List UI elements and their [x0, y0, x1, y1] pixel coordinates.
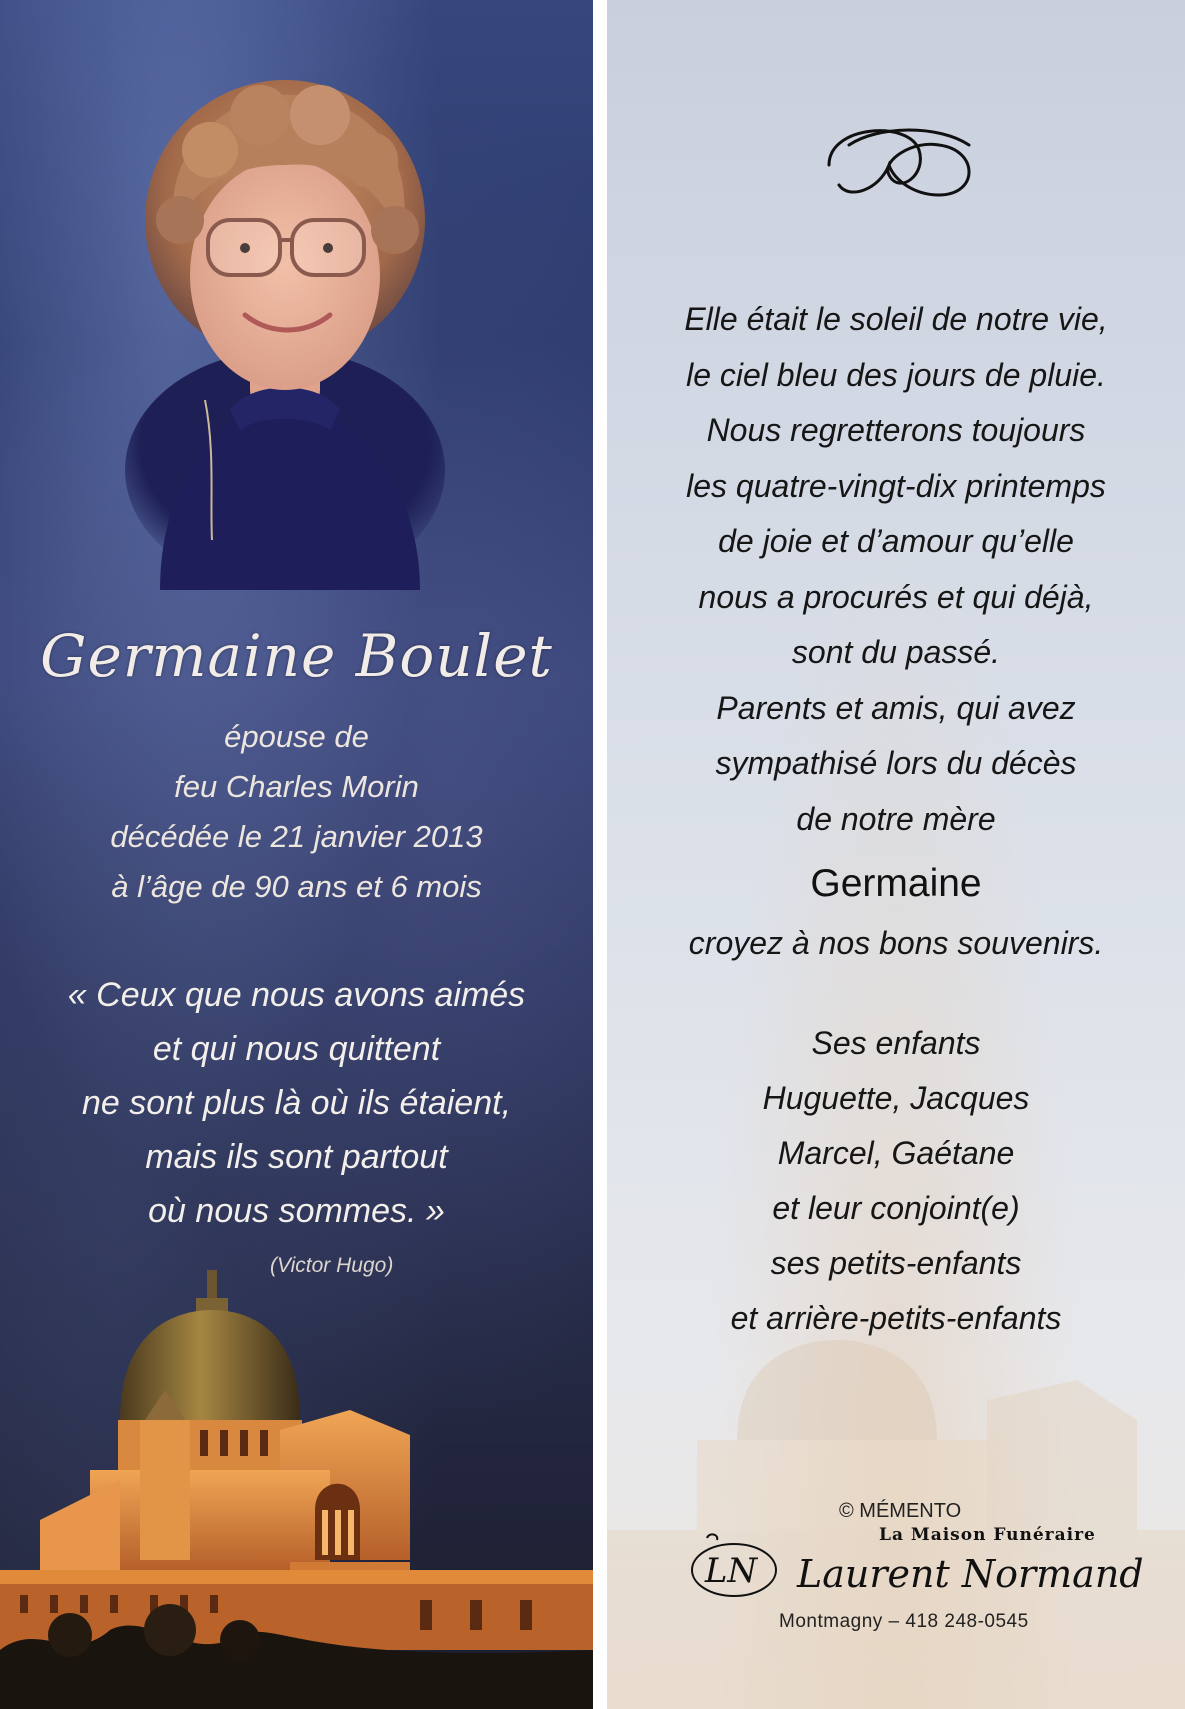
quote-line: où nous sommes. »: [148, 1192, 445, 1230]
quote-author: (Victor Hugo): [270, 1254, 394, 1277]
closing-line: croyez à nos bons souvenirs.: [688, 925, 1104, 961]
family-line: Marcel, Gaétane: [777, 1135, 1015, 1171]
family-line: ses petits-enfants: [770, 1245, 1022, 1281]
ln-monogram-logo: [679, 1532, 784, 1600]
contact-info: Montmagny – 418 248-0545: [779, 1611, 1029, 1632]
poem-line: les quatre-vingt-dix printemps: [686, 467, 1106, 504]
memorial-quote: [0, 968, 593, 1238]
poem-line: de notre mère: [796, 800, 996, 837]
family-line: et leur conjoint(e): [772, 1190, 1020, 1226]
poem-line: le ciel bleu des jours de pluie.: [686, 356, 1106, 393]
funeral-home-name: Laurent Normand: [797, 1552, 1144, 1596]
family-signature: [607, 1016, 1185, 1346]
detail-line: feu Charles Morin: [174, 769, 419, 804]
quote-line: « Ceux que nous avons aimés: [67, 976, 526, 1014]
detail-line: décédée le 21 janvier 2013: [110, 819, 483, 854]
quote-line: et qui nous quittent: [152, 1030, 441, 1068]
deceased-name: Germaine Boulet: [40, 622, 553, 690]
biographical-details: [0, 712, 593, 912]
portrait-photo: [120, 70, 450, 590]
monogram-text: LN: [704, 1551, 758, 1591]
mother-first-name: Germaine: [810, 862, 982, 905]
copyright-notice: © MÉMENTO: [839, 1500, 962, 1522]
detail-line: à l’âge de 90 ans et 6 mois: [111, 869, 482, 904]
quote-line: mais ils sont partout: [145, 1138, 448, 1176]
ornament-flourish-icon: [819, 120, 989, 210]
family-line: et arrière-petits-enfants: [730, 1300, 1062, 1336]
family-line: Ses enfants: [811, 1025, 981, 1061]
poem-line: sympathisé lors du décès: [715, 745, 1077, 781]
family-line: Huguette, Jacques: [762, 1080, 1030, 1116]
poem-line: sont du passé.: [791, 634, 1001, 670]
poem-line: Parents et amis, qui avez: [716, 689, 1076, 726]
card-divider: [593, 0, 607, 1709]
poem-line: Nous regretterons toujours: [706, 412, 1086, 448]
memorial-card-back: [607, 0, 1185, 1709]
quote-line: ne sont plus là où ils étaient,: [81, 1084, 512, 1122]
oratory-illustration: [0, 1270, 593, 1709]
poem-line: nous a procurés et qui déjà,: [698, 578, 1094, 615]
poem-line: Elle était le soleil de notre vie,: [684, 301, 1108, 337]
funeral-home-prefix: La Maison Funéraire: [879, 1525, 1096, 1545]
memorial-poem: [607, 292, 1185, 847]
poem-line: de joie et d’amour qu’elle: [718, 523, 1074, 559]
detail-line: épouse de: [224, 719, 369, 754]
